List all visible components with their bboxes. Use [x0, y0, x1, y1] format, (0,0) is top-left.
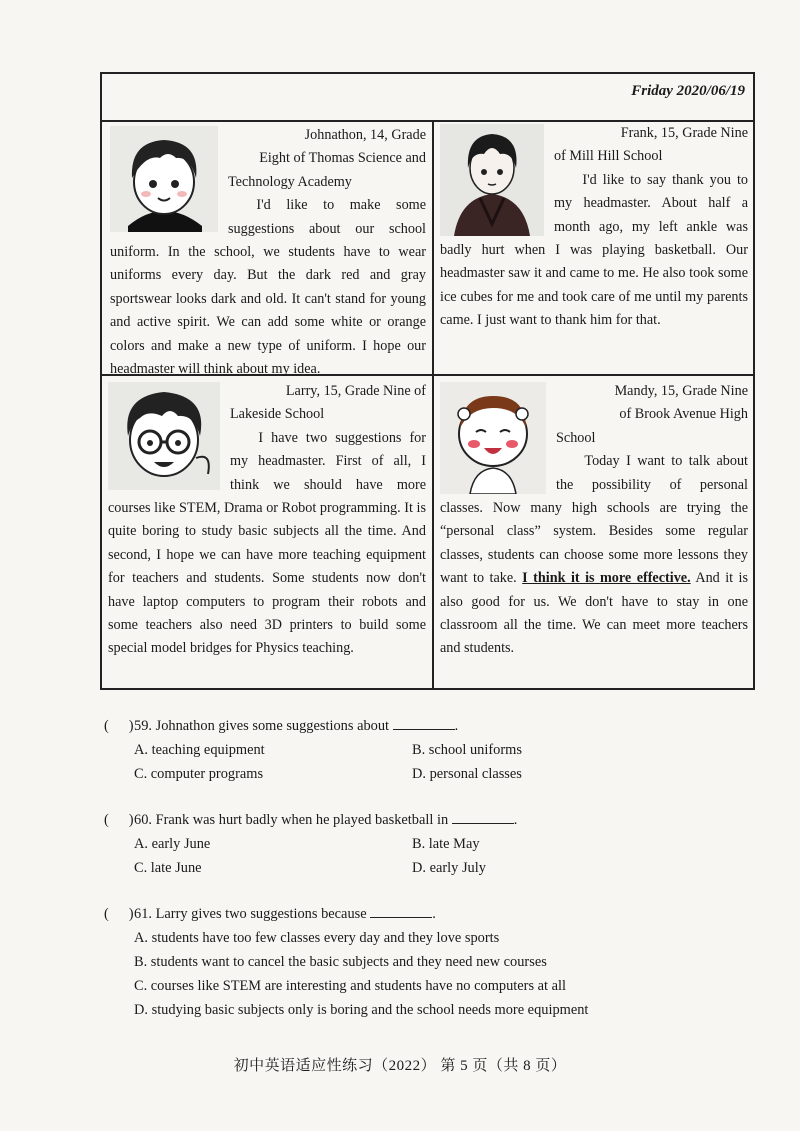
option-c[interactable]: C. late June — [134, 860, 202, 876]
intro-line: Larry, 15, Grade Nine of — [285, 383, 426, 399]
option-d[interactable]: D. early July — [412, 860, 486, 876]
intro-line: Eight of Thomas Science and — [259, 150, 426, 167]
question-text: Johnathon gives some suggestions about — [155, 718, 390, 734]
question-stem: ( ) 59. Johnathon gives some suggestions about . — [104, 714, 664, 738]
answer-blank — [393, 715, 455, 730]
letter-johnathon — [110, 124, 426, 381]
date-label: Friday 2020/06/19 — [631, 83, 745, 99]
option-a[interactable]: A. teaching equipment — [134, 742, 265, 758]
options — [104, 832, 664, 880]
question-number: 61. — [134, 906, 152, 922]
letter-frank — [440, 122, 748, 333]
letter-mandy — [440, 380, 748, 661]
page-footer: 初中英语适应性练习（2022） 第 5 页（共 8 页） — [233, 1058, 567, 1074]
option-b[interactable]: B. late May — [412, 836, 480, 852]
boy-glasses-portrait-icon — [108, 382, 220, 490]
question-number: 60. — [134, 812, 152, 828]
answer-blank — [452, 809, 514, 824]
answer-bracket[interactable]: ( ) — [104, 812, 134, 828]
option-b[interactable]: B. school uniforms — [412, 742, 522, 758]
intro-line: Frank, 15, Grade Nine — [620, 125, 748, 141]
letter-body: I'd like to say thank you to my headmaster. About half a month ago, my left ankle was badly hurt when I was playing basketball. Our headmaster saw it and came to me. He also took some ice cubes for me and took care of me until my parents came. I just want to thank him for that. — [440, 171, 748, 329]
question-61 — [104, 902, 664, 1022]
letter-body: I have two suggestions for my headmaster. First of all, I think we should have more courses like STEM, Drama or Robot programming. It is quite boring to study basic subjects all the time. And second, I hope we can have more teaching equipment for teachers and students. Some students now don't have laptop computers to program their robots and some teachers also need 3D printers to build some special model bridges for Physics teaching. — [108, 429, 426, 657]
boy-portrait-icon — [110, 126, 218, 232]
intro-line: School — [556, 429, 596, 446]
question-stem: ( ) 61. Larry gives two suggestions because . — [104, 902, 664, 926]
question-59 — [104, 714, 664, 786]
question-text: Frank was hurt badly when he played basketball in — [155, 812, 449, 828]
option-d[interactable]: D. personal classes — [412, 766, 522, 782]
intro-line: Technology Academy — [228, 173, 352, 190]
option-a[interactable]: A. early June — [134, 836, 211, 852]
underlined-sentence: I think it is more effective. — [522, 570, 691, 587]
option-c[interactable]: C. computer programs — [134, 766, 264, 782]
letter-body: I'd like to make some suggestions about our school uniform. In the school, we students have to wear uniforms every day. But the dark red and gray sportswear looks dark and old. It can't stand for young and active spirit. We can add some white or orange colors and make a new type of uniform. I hope our headmaster will think about my idea. — [110, 197, 426, 378]
question-stem: ( ) 60. Frank was hurt badly when he played basketball in . — [104, 808, 664, 832]
question-60 — [104, 808, 664, 880]
answer-bracket[interactable]: ( ) — [104, 906, 134, 922]
intro-line: Lakeside School — [230, 406, 325, 423]
letter-body-part: Today I want to talk about the possibility of personal classes. Now many high schools are trying the “personal class” system. Besides some regular classes, students can choose some more lessons they want to take. — [440, 453, 748, 587]
letters-table — [100, 72, 755, 690]
option-a[interactable]: A. students have too few classes every day and they love sports — [134, 930, 500, 946]
intro-line: of Mill Hill School — [554, 148, 663, 165]
options — [104, 738, 664, 786]
question-text: Larry gives two suggestions because — [155, 906, 367, 922]
letter-body-part: And it is also good for us. We don't have to stay in one classroom all the time. We can meet more teachers and students. — [440, 570, 749, 657]
boy-hoodie-portrait-icon — [440, 124, 544, 236]
intro-line: Johnathon, 14, Grade — [304, 127, 426, 143]
answer-bracket[interactable]: ( ) — [104, 718, 134, 734]
table-header — [102, 74, 753, 122]
intro-line: of Brook Avenue High — [619, 406, 748, 423]
option-b[interactable]: B. students want to cancel the basic subjects and they need new courses — [134, 954, 547, 970]
column-divider — [432, 120, 434, 688]
question-number: 59. — [134, 718, 152, 734]
option-d[interactable]: D. studying basic subjects only is boring and the school needs more equipment — [134, 1002, 589, 1018]
letter-larry — [108, 380, 426, 661]
answer-blank — [370, 903, 432, 918]
girl-portrait-icon — [440, 382, 546, 494]
options — [104, 926, 664, 1022]
intro-line: Mandy, 15, Grade Nine — [614, 383, 748, 399]
option-c[interactable]: C. courses like STEM are interesting and students have no computers at all — [134, 978, 567, 994]
